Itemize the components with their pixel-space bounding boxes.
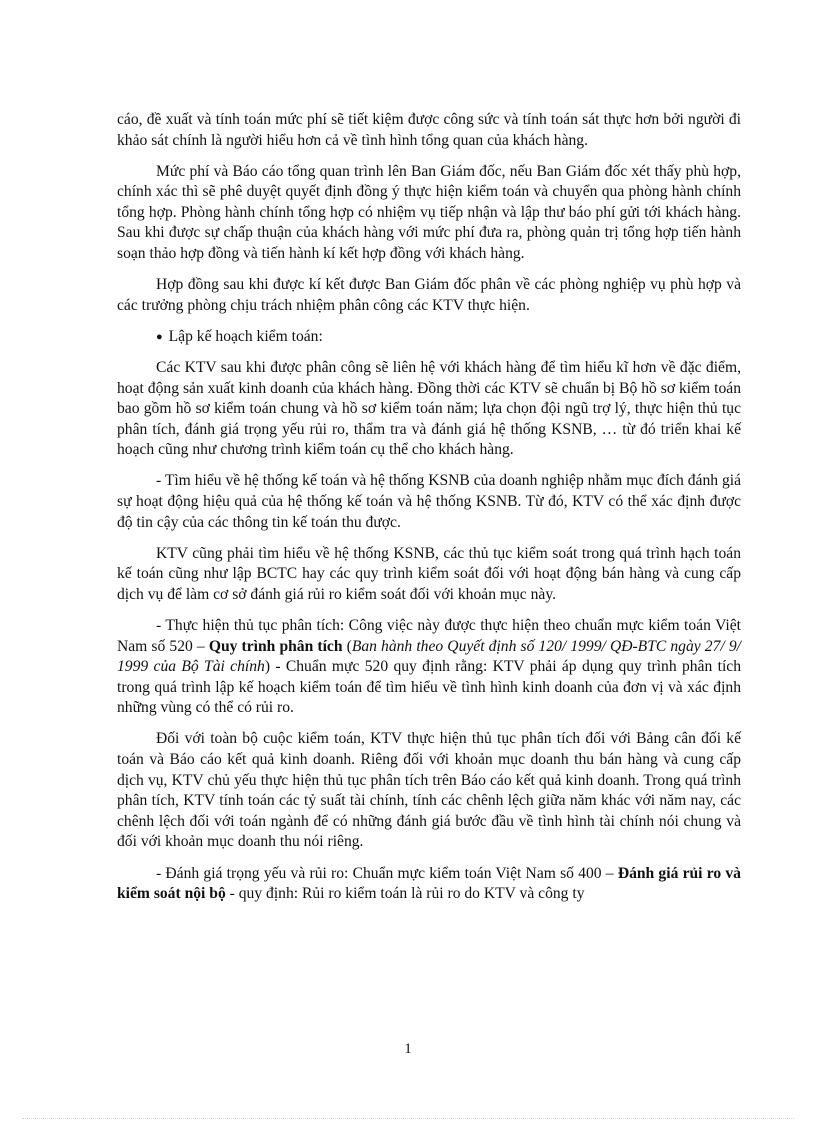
page-bottom-border: [22, 1118, 794, 1119]
paragraph-9: - Đánh giá trọng yếu và rủi ro: Chuẩn mực kiểm toán Việt Nam số 400 – Đánh giá rủi ro và kiểm soát nội bộ - quy định: Rủi ro kiểm toán là rủi ro do KTV và công ty: [117, 864, 741, 903]
page-number: 1: [404, 1041, 412, 1057]
paragraph-3: Hợp đồng sau khi được kí kết được Ban Giám đốc phân về các phòng nghiệp vụ phù hợp và các trưởng phòng chịu trách nhiệm phân công các KTV thực hiện.: [117, 276, 741, 314]
decision-reference: Ban hành theo Quyết định số 120/ 1999/ QĐ-BTC ngày 27/ 9/ 1999 của Bộ Tài chính: [117, 637, 741, 676]
paragraph-2: Mức phí và Báo cáo tổng quan trình lên Ban Giám đốc, nếu Ban Giám đốc xét thấy phù hợp, chính xác thì sẽ phê duyệt quyết định đồng ý thực hiện kiểm toán và chuyển qua phòng hành chính tổng hợp. Phòng hành chính tổng hợp có nhiệm vụ tiếp nhận và lập thư báo phí gửi tới khách hàng. Sau khi được sự chấp thuận của khách hàng với mức phí đưa ra, phòng quản trị tổng hợp tiến hành soạn thảo hợp đồng và tiến hành kí kết hợp đồng với khách hàng.: [117, 162, 741, 263]
bullet-item: [117, 327, 741, 348]
bullet-dot-icon: ●: [156, 330, 163, 343]
paragraph-7: - Thực hiện thủ tục phân tích: Công việc này được thực hiện theo chuẩn mực kiểm toán Việt Nam số 520 – Quy trình phân tích (Ban hành theo Quyết định số 120/ 1999/ QĐ-BTC ngày 27/ 9/ 1999 của Bộ Tài chính) - Chuẩn mực 520 quy định rằng: KTV phải áp dụng quy trình phân tích trong quá trình lập kế hoạch kiểm toán để tìm hiểu về tình hình kinh doanh của đơn vị và xác định những vùng có thể có rủi ro.: [117, 616, 741, 717]
standard-title-520: Quy trình phân tích: [208, 637, 343, 655]
paragraph-6: KTV cũng phải tìm hiểu về hệ thống KSNB, các thủ tục kiểm soát trong quá trình hạch toán kế toán cũng như lập BCTC hay các quy trình kiểm soát đối với hoạt động bán hàng và cung cấp dịch vụ để làm cơ sở đánh giá rủi ro kiểm soát đối với khoản mục này.: [117, 544, 741, 603]
standard-title-400: Đánh giá rủi ro và kiểm soát nội bộ: [117, 864, 741, 903]
page-content: [117, 110, 741, 915]
paragraph-8: Đối với toàn bộ cuộc kiểm toán, KTV thực hiện thủ tục phân tích đối với Bảng cân đối kế toán và Báo cáo kết quả kinh doanh. Riêng đối với khoản mục doanh thu bán hàng và cung cấp dịch vụ, KTV chủ yếu thực hiện thủ tục phân tích trên Báo cáo kết quả kinh doanh. Trong quá trình phân tích, KTV tính toán các tỷ suất tài chính, tính các chênh lệch giữa năm khác với năm nay, các chênh lệch đối với toán ngành để có những đánh giá bước đầu về tình hình tài chính nói chung và đối với khoản mục doanh thu nói riêng.: [117, 730, 741, 851]
paragraph-5: - Tìm hiểu về hệ thống kế toán và hệ thống KSNB của doanh nghiệp nhằm mục đích đánh giá sự hoạt động hiệu quả của hệ thống kế toán và hệ thống KSNB. Từ đó, KTV có thể xác định được độ tin cậy của các thông tin kế toán thu được.: [117, 472, 741, 531]
paragraph-1: cáo, đề xuất và tính toán mức phí sẽ tiết kiệm được công sức và tính toán sát thực hơn bởi người đi khảo sát chính là người hiểu hơn cả về tình hình tổng quan của khách hàng.: [117, 111, 741, 149]
bullet-label: Lập kế hoạch kiểm toán:: [168, 327, 323, 345]
paragraph-4: Các KTV sau khi được phân công sẽ liên hệ với khách hàng để tìm hiểu kĩ hơn về đặc điểm, hoạt động sản xuất kinh doanh của khách hàng. Đồng thời các KTV sẽ chuẩn bị Bộ hồ sơ kiểm toán bao gồm hồ sơ kiểm toán chung và hồ sơ kiểm toán năm; lựa chọn đội ngũ trợ lý, thực hiện thủ tục phân tích, đánh giá trọng yếu rủi ro, thẩm tra và đánh giá hệ thống KSNB, … từ đó triển khai kế hoạch cũng như chương trình kiểm toán cụ thể cho khách hàng.: [117, 358, 741, 459]
